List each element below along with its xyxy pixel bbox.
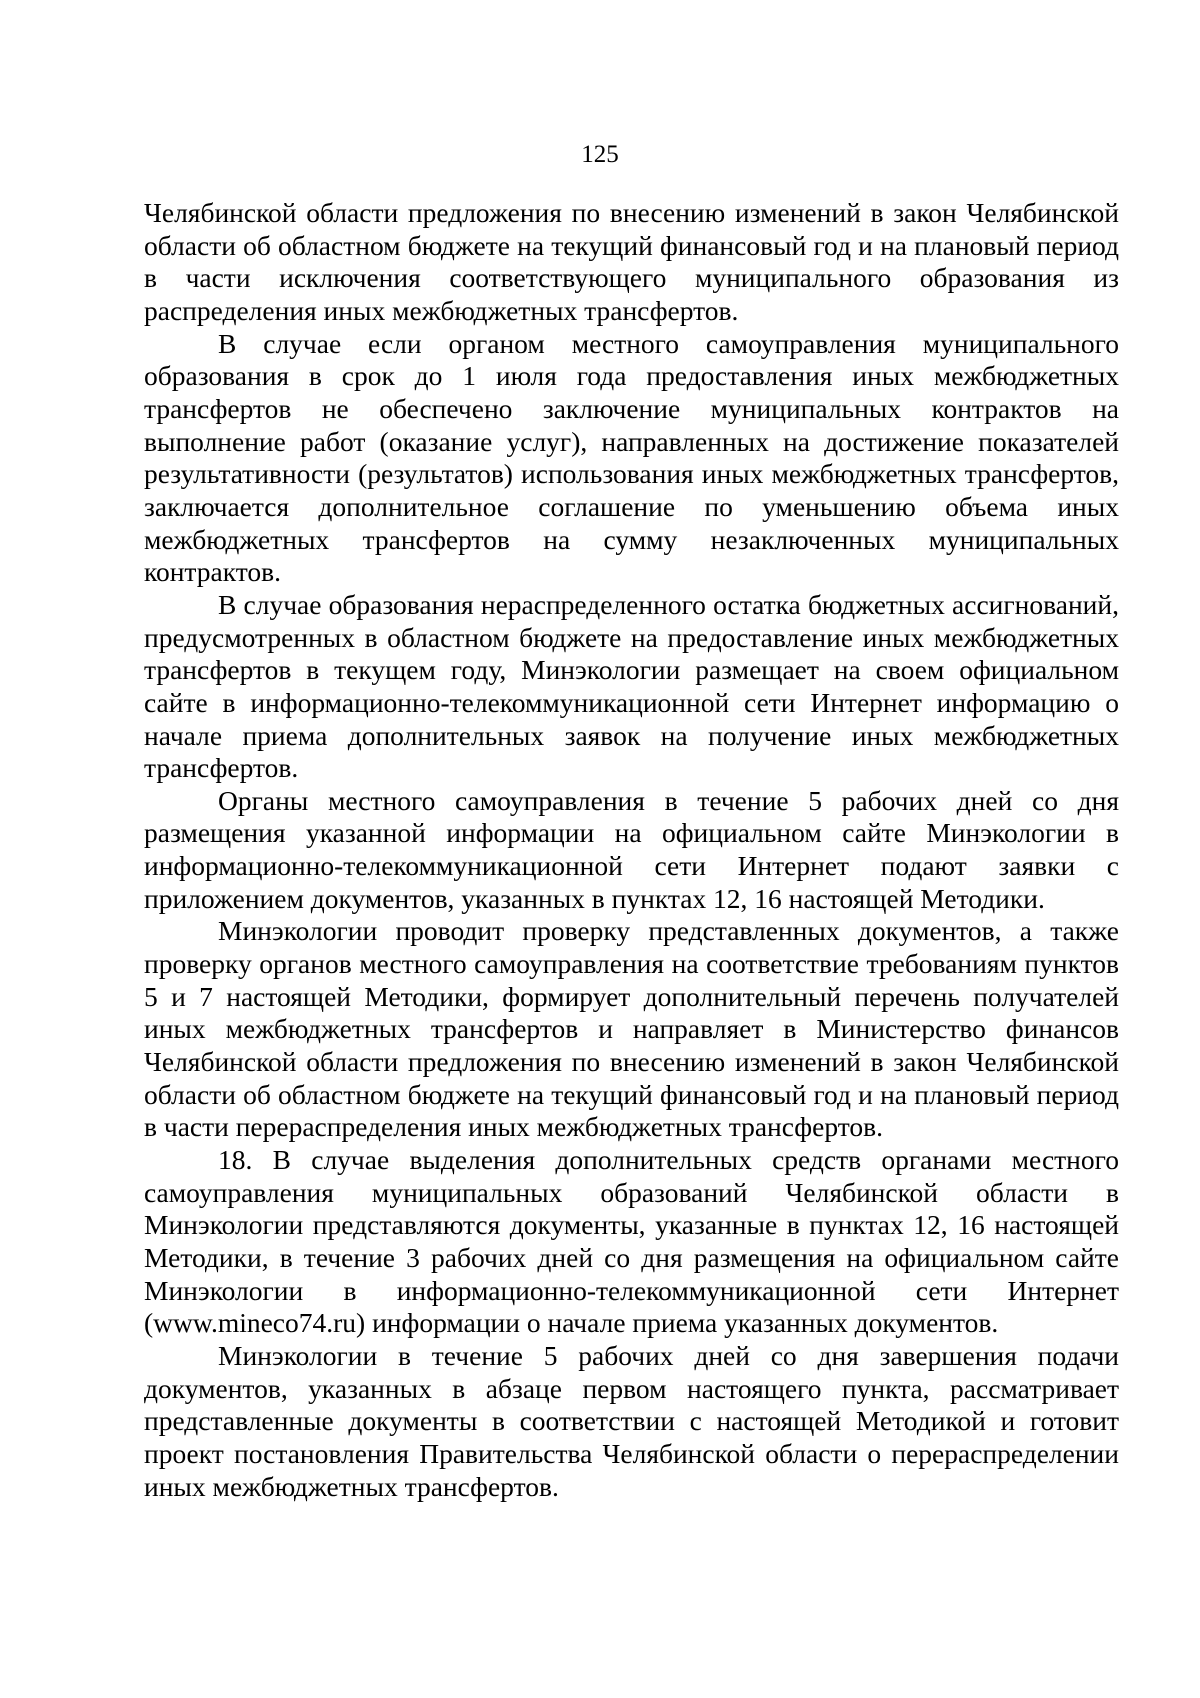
paragraph-continuation: Челябинской области предложения по внесению изменений в закон Челябинской области об областном бюджете на текущий финансовый год и на плановый период в части исключения соответствующего муниципального образования из распределения иных межбюджетных трансфертов. xyxy=(144,197,1119,326)
paragraph-unallocated-balance: В случае образования нераспределенного остатка бюджетных ассигнований, предусмотренных в областном бюджете на предоставление иных межбюджетных трансфертов в текущем году, Минэкологии размещает на своем официальном сайте в информационно-телекоммуникационной сети Интернет информацию о начале приема дополнительных заявок на получение иных межбюджетных трансфертов. xyxy=(144,588,1119,784)
paragraph-redistribution-draft: Минэкологии в течение 5 рабочих дней со дня завершения подачи документов, указанных в абзаце первом настоящего пункта, рассматривает представленные документы в соответствии с настоящей Методикой и готовит проект постановления Правительства Челябинской области о перераспределении иных межбюджетных трансфертов. xyxy=(144,1339,1119,1502)
paragraph-applications-submission: Органы местного самоуправления в течение 5 рабочих дней со дня размещения указанной информации на официальном сайте Минэкологии в информационно-телекоммуникационной сети Интернет подают заявки с приложением документов, указанных в пунктах 12, 16 настоящей Методики. xyxy=(144,784,1119,914)
paragraph-contracts-deadline: В случае если органом местного самоуправления муниципального образования в срок до 1 июля года предоставления иных межбюджетных трансфертов не обеспечено заключение муниципальных контрактов на выполнение работ (оказание услуг), направленных на достижение показателей результативности (результатов) использования иных межбюджетных трансфертов, заключается дополнительное соглашение по уменьшению объема иных межбюджетных трансфертов на сумму незаключенных муниципальных контрактов. xyxy=(144,327,1119,588)
document-body xyxy=(144,197,1119,1503)
page-number: 125 xyxy=(581,141,619,168)
paragraph-documents-review: Минэкологии проводит проверку представленных документов, а также проверку органов местного самоуправления на соответствие требованиям пунктов 5 и 7 настоящей Методики, формирует дополнительный перечень получателей иных межбюджетных трансфертов и направляет в Министерство финансов Челябинской области предложения по внесению изменений в закон Челябинской области об областном бюджете на текущий финансовый год и на плановый период в части перераспределения иных межбюджетных трансфертов. xyxy=(144,915,1119,1143)
paragraph-item-18: 18. В случае выделения дополнительных средств органами местного самоуправления муниципальных образований Челябинской области в Минэкологии представляются документы, указанные в пунктах 12, 16 настоящей Методики, в течение 3 рабочих дней со дня размещения на официальном сайте Минэкологии в информационно-телекоммуникационной сети Интернет (www.mineco74.ru) информации о начале приема указанных документов. xyxy=(144,1144,1119,1339)
